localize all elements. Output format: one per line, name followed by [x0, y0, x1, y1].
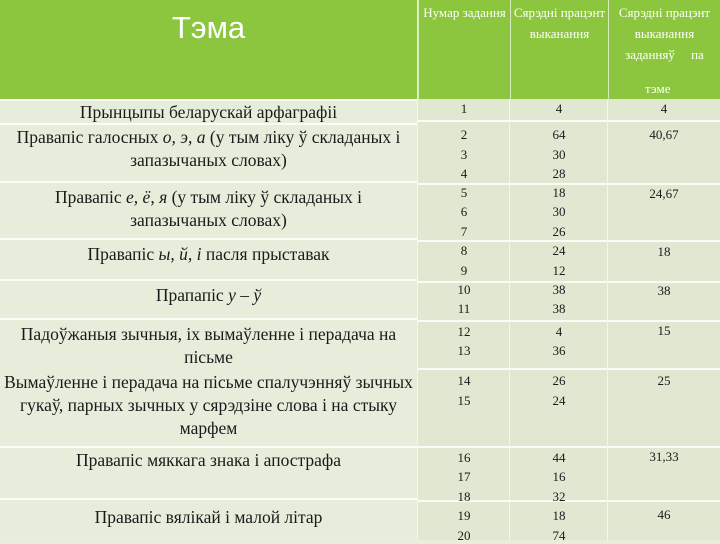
topic-row: Вымаўленне і перадача на пісьме спалучэнняў зычных гукаў, парных зычных у сярэдзіне слова і на стыку марфем: [4, 372, 413, 438]
header-topic: [0, 0, 417, 99]
task-percent: 16: [552, 469, 566, 484]
task-number: 5: [460, 185, 468, 200]
task-number: 2: [460, 127, 468, 142]
task-percent: 64: [552, 127, 566, 142]
task-percent: 38: [552, 282, 566, 297]
task-percent: 24: [552, 393, 566, 408]
topic-row: Правапіс вялікай і малой літар: [94, 507, 323, 527]
task-number: 3: [460, 147, 468, 162]
task-number: 18: [457, 489, 471, 504]
task-percent: 26: [552, 224, 566, 239]
header-task-number: Нумар задання: [418, 0, 510, 99]
header-avg-topic-line1: Сярэдні працэнт выканання: [618, 5, 711, 41]
topic-row: Правапіс е, ё, я (у тым ліку ў складаных і запазычаных словах): [54, 187, 363, 230]
task-number: 10: [457, 282, 471, 297]
task-number: 19: [457, 508, 471, 523]
topic-avg: 25: [657, 373, 671, 388]
topic-row: Правапіс мяккага знака і апострафа: [75, 450, 342, 470]
header-avg-percent: Сярэдні працэнт выканання: [510, 0, 608, 99]
task-percent: 30: [552, 204, 566, 219]
topic-avg: 24,67: [649, 186, 679, 201]
task-number: 13: [457, 343, 471, 358]
task-number: 9: [460, 263, 468, 278]
topic-row: Падоўжаныя зычныя, іх вымаўленне і перадача на пісьме: [20, 324, 397, 367]
task-percent: 4: [555, 324, 563, 339]
task-percent: 12: [552, 263, 566, 278]
task-number: 16: [457, 450, 471, 465]
task-number: 8: [460, 243, 468, 258]
topic-row: Правапіс ы, й, і пасля прыставак: [87, 244, 330, 264]
task-percent: 32: [552, 489, 566, 504]
task-number: 14: [457, 373, 471, 388]
task-percent: 4: [555, 101, 563, 116]
task-number: 17: [457, 469, 471, 484]
topic-avg: 4: [660, 101, 668, 116]
task-percent: 30: [552, 147, 566, 162]
topic-avg: 31,33: [649, 449, 679, 464]
task-number: 20: [457, 528, 471, 543]
topic-avg: 18: [657, 244, 671, 259]
header-avg-topic-line3: тэме: [645, 81, 671, 96]
task-number: 12: [457, 324, 471, 339]
task-number: 15: [457, 393, 471, 408]
topic-row: Правапіс галосных о, э, а (у тым ліку ў складаных і запазычаных словах): [16, 127, 401, 170]
task-number: 1: [460, 101, 468, 116]
task-number: 11: [457, 301, 471, 316]
header-avg-topic-line2: заданняў па: [625, 47, 704, 62]
task-number: 6: [460, 204, 468, 219]
task-percent: 36: [552, 343, 566, 358]
task-percent: 24: [552, 243, 566, 258]
topic-row: Прапапіс у – ў: [155, 285, 262, 305]
topic-avg: 15: [657, 323, 671, 338]
header-topic-label: Тэма: [171, 10, 246, 45]
topic-avg: 38: [657, 283, 671, 298]
task-percent: 26: [552, 373, 566, 388]
task-number: 4: [460, 166, 468, 181]
topic-row: Прынцыпы беларускай арфаграфіі: [79, 102, 338, 122]
task-percent: 18: [552, 508, 566, 523]
topic-avg: 40,67: [649, 127, 679, 142]
task-percent: 38: [552, 301, 566, 316]
task-percent: 74: [552, 528, 566, 543]
task-percent: 28: [552, 166, 566, 181]
header-avg-percent-topic: [608, 0, 720, 99]
task-percent: 44: [552, 450, 566, 465]
task-number: 7: [460, 224, 468, 239]
topic-avg: 46: [657, 507, 671, 522]
task-percent: 18: [552, 185, 566, 200]
